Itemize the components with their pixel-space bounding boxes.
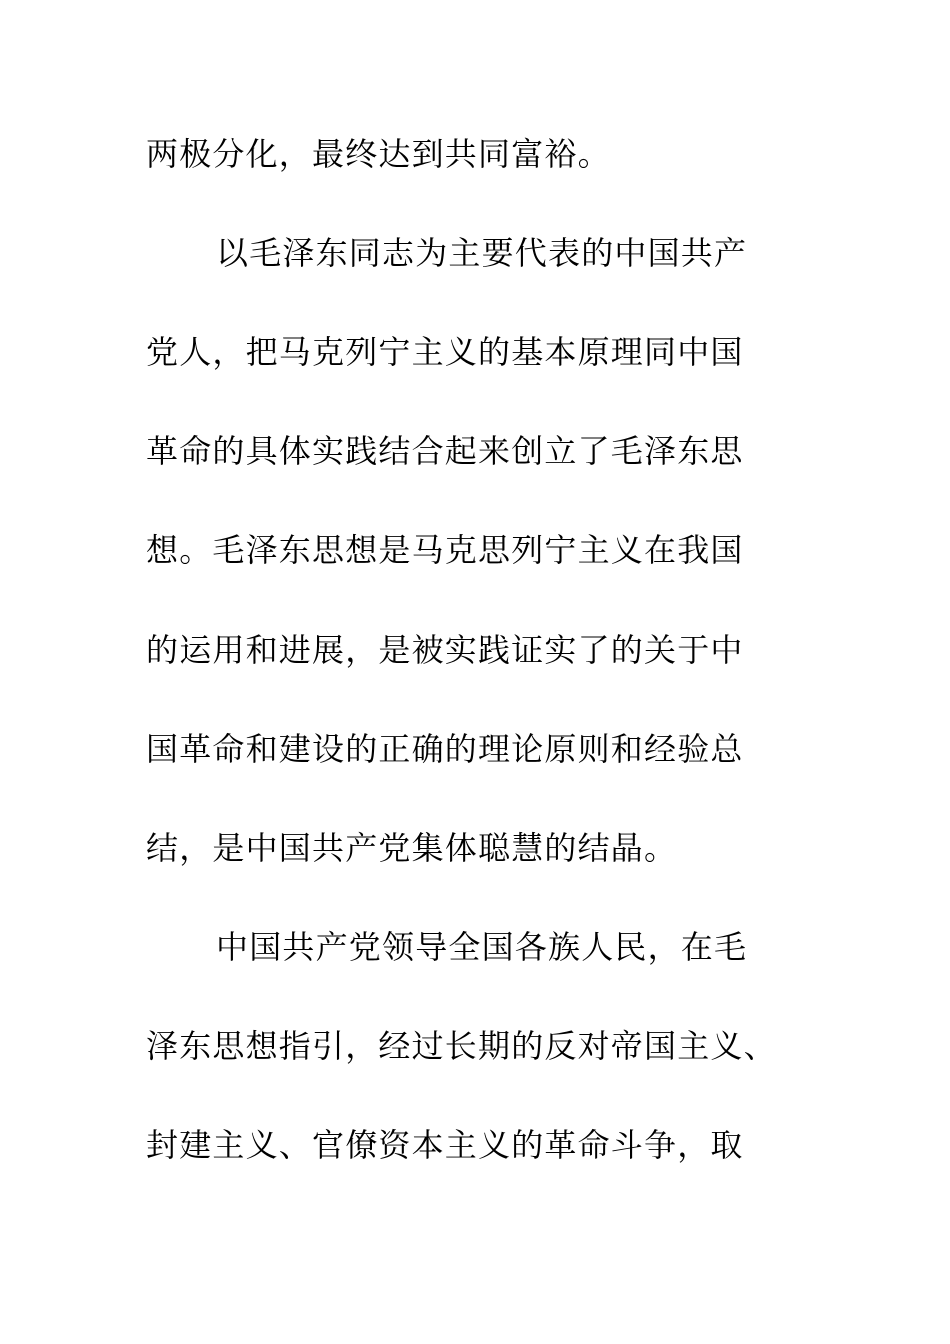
text-line-3: 党人，把马克列宁主义的基本原理同中国 xyxy=(146,333,744,371)
text-line-1: 两极分化，最终达到共同富裕。 xyxy=(146,135,611,173)
text-line-8: 结，是中国共产党集体聪慧的结晶。 xyxy=(146,829,678,867)
text-line-10: 泽东思想指引，经过长期的反对帝国主义、 xyxy=(146,1027,777,1065)
text-line-2-paragraph-start: 以毛泽东同志为主要代表的中国共产 xyxy=(216,234,748,272)
text-line-5: 想。毛泽东思想是马克思列宁主义在我国 xyxy=(146,531,744,569)
text-line-11: 封建主义、官僚资本主义的革命斗争，取 xyxy=(146,1126,744,1164)
text-line-4: 革命的具体实践结合起来创立了毛泽东思 xyxy=(146,432,744,470)
text-line-9-paragraph-start: 中国共产党领导全国各族人民，在毛 xyxy=(216,928,748,966)
text-line-7: 国革命和建设的正确的理论原则和经验总 xyxy=(146,730,744,768)
text-line-6: 的运用和进展，是被实践证实了的关于中 xyxy=(146,631,744,669)
